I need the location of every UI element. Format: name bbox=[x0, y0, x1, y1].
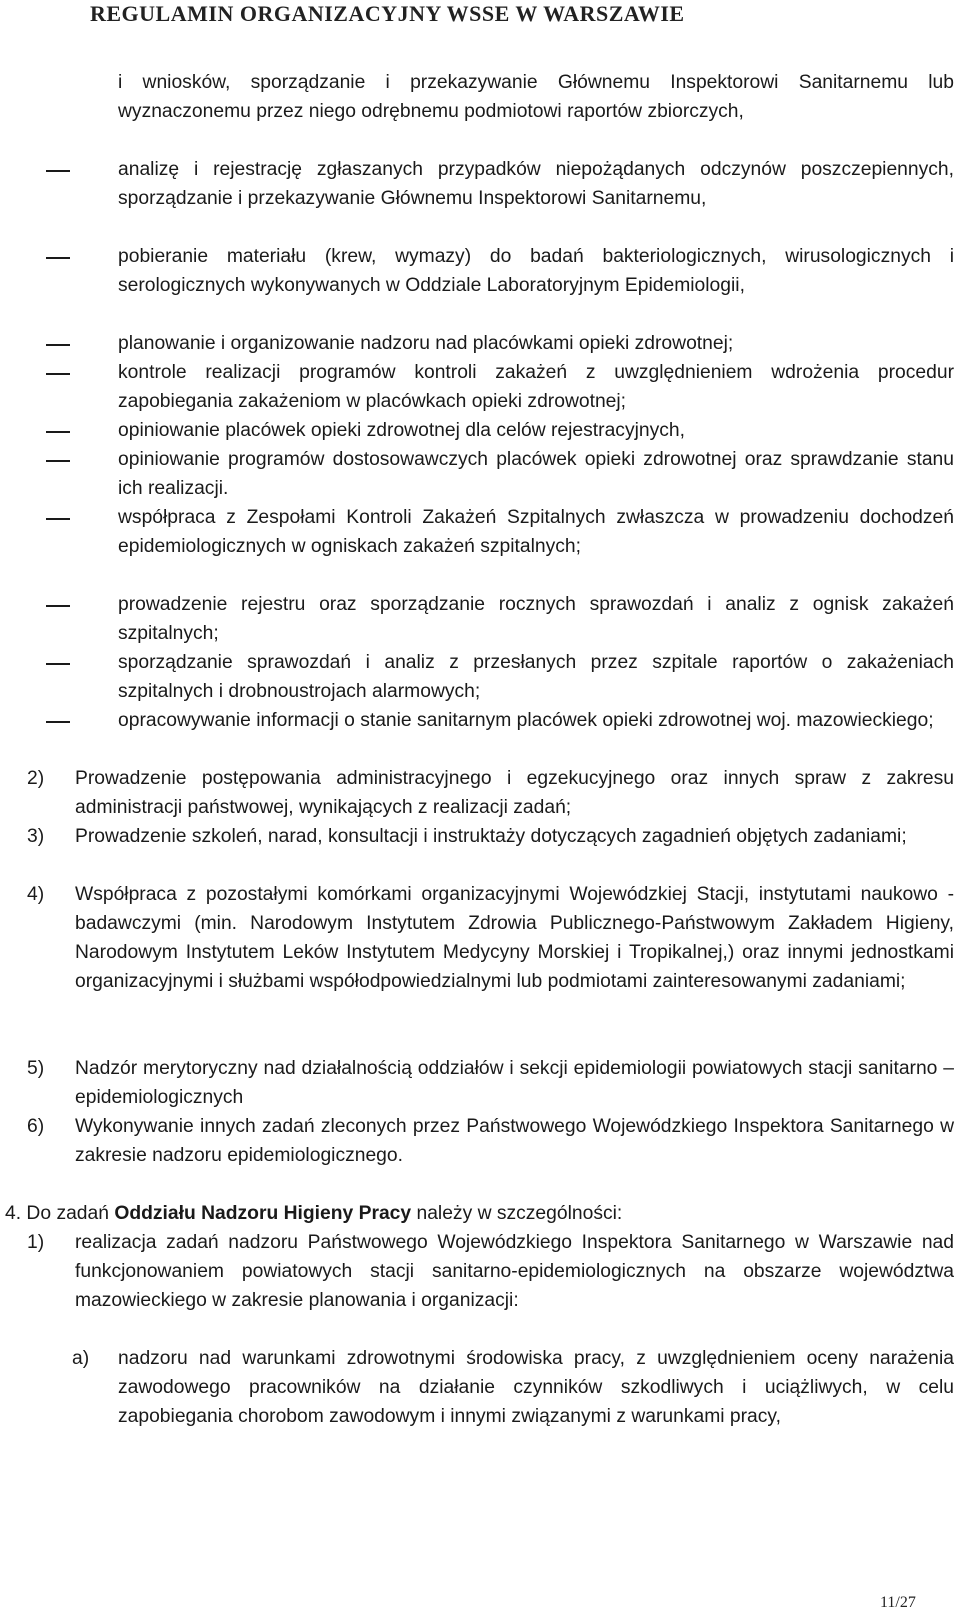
section-heading bbox=[5, 1199, 955, 1228]
numbered-item bbox=[27, 764, 954, 822]
numbered-item bbox=[27, 1112, 954, 1170]
numbered-item-text: Nadzór merytoryczny nad działalnością oddziałów i sekcji epidemiologii powiatowych stacji sanitarno – epidemiologicznych bbox=[75, 1058, 954, 1108]
list-item bbox=[118, 648, 954, 706]
section-unit-name: Oddziału Nadzoru Higieny Pracy bbox=[114, 1203, 412, 1224]
numbered-item bbox=[27, 880, 954, 996]
list-item-text: prowadzenie rejestru oraz sporządzanie rocznych sprawozdań i analiz z ognisk zakażeń szpitalnych; bbox=[118, 594, 954, 644]
list-item-text: analizę i rejestrację zgłaszanych przypadków niepożądanych odczynów poszczepiennych, sporządzanie i przekazywanie Głównemu Inspektorowi Sanitarnemu, bbox=[118, 159, 954, 209]
section-suffix: należy w szczególności: bbox=[411, 1203, 623, 1224]
lettered-item-text: nadzoru nad warunkami zdrowotnymi środowiska pracy, z uwzględnieniem oceny narażenia zawodowego pracowników na działanie czynników szkodliwych i uciążliwych, w celu zapobiegania chorobom zawodowym i innymi związanymi z warunkami pracy, bbox=[118, 1348, 954, 1427]
page-header: REGULAMIN ORGANIZACYJNY WSSE W WARSZAWIE bbox=[90, 1, 685, 26]
list-item-text: kontrole realizacji programów kontroli zakażeń z uwzględnieniem wdrożenia procedur zapobiegania zakażeniom w placówkach opieki zdrowotnej; bbox=[118, 362, 954, 412]
section-prefix: 4. Do zadań bbox=[5, 1203, 115, 1224]
list-item-text: planowanie i organizowanie nadzoru nad placówkami opieki zdrowotnej; bbox=[118, 333, 734, 354]
list-item-text: pobieranie materiału (krew, wymazy) do badań bakteriologicznych, wirusologicznych i serologicznych wykonywanych w Oddziale Laboratoryjnym Epidemiologii, bbox=[118, 246, 954, 296]
numbered-item-text: realizacja zadań nadzoru Państwowego Wojewódzkiego Inspektora Sanitarnego w Warszawie nad funkcjonowaniem powiatowych stacji sanitarno-epidemiologicznych na obszarze województwa mazowieckiego w zakresie planowania i organizacji: bbox=[75, 1232, 954, 1311]
list-item bbox=[118, 329, 954, 358]
numbered-item bbox=[27, 822, 954, 851]
list-item-text: opracowywanie informacji o stanie sanitarnym placówek opieki zdrowotnej woj. mazowieckiego; bbox=[118, 710, 934, 731]
list-item bbox=[118, 706, 954, 735]
continuation-text: i wniosków, sporządzanie i przekazywanie Głównemu Inspektorowi Sanitarnemu lub wyznaczonemu przez niego odrębnemu podmiotowi raportów zbiorczych, bbox=[118, 72, 954, 122]
list-item bbox=[118, 155, 954, 213]
numbered-item-text: Prowadzenie szkoleń, narad, konsultacji i instruktaży dotyczących zagadnień objętych zadaniami; bbox=[75, 826, 907, 847]
list-item-text: opiniowanie placówek opieki zdrowotnej dla celów rejestracyjnych, bbox=[118, 420, 685, 441]
item-number: 4) bbox=[27, 884, 45, 905]
lettered-item bbox=[72, 1344, 954, 1431]
list-item bbox=[118, 445, 954, 503]
list-item bbox=[118, 590, 954, 648]
item-number: 1) bbox=[27, 1232, 45, 1253]
list-item bbox=[118, 242, 954, 300]
list-item bbox=[118, 503, 954, 561]
item-number: 2) bbox=[27, 768, 45, 789]
numbered-item-text: Wykonywanie innych zadań zleconych przez Państwowego Wojewódzkiego Inspektora Sanitarnego w zakresie nadzoru epidemiologicznego. bbox=[75, 1116, 954, 1166]
numbered-item bbox=[27, 1054, 954, 1112]
item-number: 6) bbox=[27, 1116, 45, 1137]
numbered-item bbox=[27, 1228, 954, 1315]
list-item-text: opiniowanie programów dostosowawczych placówek opieki zdrowotnej oraz sprawdzanie stanu ich realizacji. bbox=[118, 449, 954, 499]
list-item bbox=[118, 358, 954, 416]
item-letter: a) bbox=[72, 1348, 90, 1369]
item-number: 5) bbox=[27, 1058, 45, 1079]
item-number: 3) bbox=[27, 826, 45, 847]
numbered-item-text: Współpraca z pozostałymi komórkami organizacyjnymi Wojewódzkiej Stacji, instytutami naukowo - badawczymi (min. Narodowym Instytutem Zdrowia Publicznego-Państwowym Zakładem Higieny, Narodowym Instytutem Leków Instytutem Medycyny Morskiej i Tropikalnej,) oraz innymi jednostkami organizacyjnymi i służbami współodpowiedzialnymi lub podmiotami zainteresowanymi zadaniami; bbox=[75, 884, 954, 992]
page-number: 11/27 bbox=[880, 1594, 916, 1611]
list-item-text: współpraca z Zespołami Kontroli Zakażeń Szpitalnych zwłaszcza w prowadzeniu dochodzeń epidemiologicznych w ogniskach zakażeń szpitalnych; bbox=[118, 507, 954, 557]
numbered-item-text: Prowadzenie postępowania administracyjnego i egzekucyjnego oraz innych spraw z zakresu administracji państwowej, wynikających z realizacji zadań; bbox=[75, 768, 954, 818]
list-item bbox=[118, 416, 954, 445]
list-item-text: sporządzanie sprawozdań i analiz z przesłanych przez szpitale raportów o zakażeniach szpitalnych i drobnoustrojach alarmowych; bbox=[118, 652, 954, 702]
